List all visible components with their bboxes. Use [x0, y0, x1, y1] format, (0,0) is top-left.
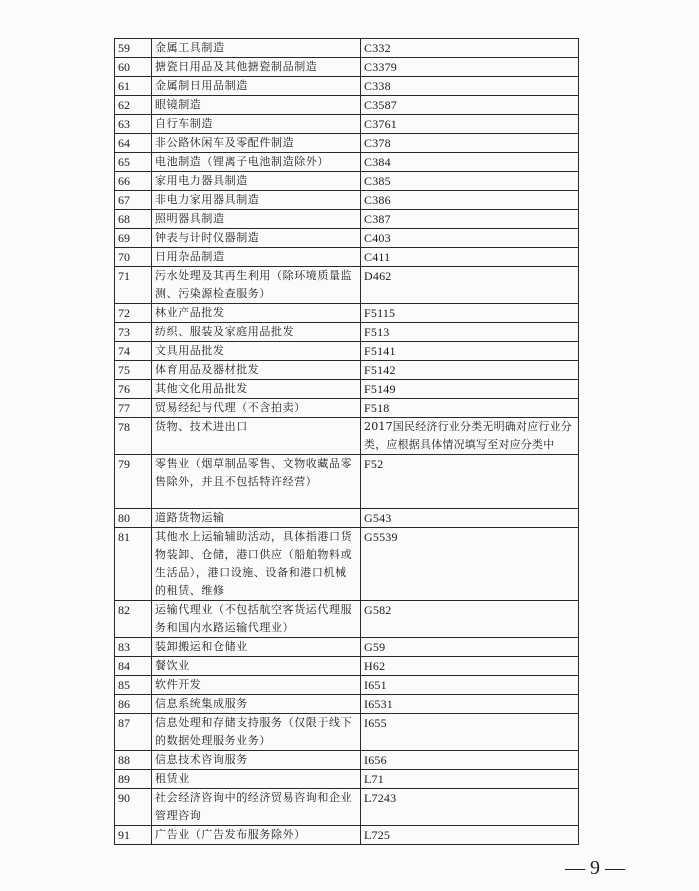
industry-code: F518 — [361, 399, 579, 418]
industry-name: 日用杂品制造 — [152, 248, 361, 267]
industry-name: 家用电力器具制造 — [152, 172, 361, 191]
industry-code: C403 — [361, 229, 579, 248]
industry-name: 污水处理及其再生利用（除环境质量监测、污染源检查服务） — [152, 267, 361, 304]
table-row — [115, 418, 579, 455]
industry-category-table — [114, 38, 579, 845]
industry-code: C3379 — [361, 58, 579, 77]
industry-code: C385 — [361, 172, 579, 191]
industry-name: 体育用品及器材批发 — [152, 361, 361, 380]
industry-code: I656 — [361, 751, 579, 770]
table-row — [115, 770, 579, 789]
table-row — [115, 96, 579, 115]
industry-code: G543 — [361, 509, 579, 528]
industry-code: F5149 — [361, 380, 579, 399]
industry-code: G5539 — [361, 528, 579, 601]
row-number: 78 — [115, 418, 152, 455]
row-number: 87 — [115, 714, 152, 751]
industry-code: F5115 — [361, 304, 579, 323]
industry-name: 纺织、服装及家庭用品批发 — [152, 323, 361, 342]
row-number: 80 — [115, 509, 152, 528]
row-number: 77 — [115, 399, 152, 418]
industry-name: 眼镜制造 — [152, 96, 361, 115]
industry-code: I6531 — [361, 695, 579, 714]
industry-code: F5142 — [361, 361, 579, 380]
industry-name: 信息系统集成服务 — [152, 695, 361, 714]
row-number: 81 — [115, 528, 152, 601]
row-number: 86 — [115, 695, 152, 714]
industry-code: C3761 — [361, 115, 579, 134]
row-number: 75 — [115, 361, 152, 380]
industry-name: 非公路休闲车及零配件制造 — [152, 134, 361, 153]
industry-code: D462 — [361, 267, 579, 304]
table-row — [115, 455, 579, 509]
table-row — [115, 826, 579, 845]
row-number: 74 — [115, 342, 152, 361]
row-number: 83 — [115, 638, 152, 657]
table-row — [115, 323, 579, 342]
industry-code: F5141 — [361, 342, 579, 361]
industry-name: 电池制造（锂离子电池制造除外） — [152, 153, 361, 172]
industry-code: C386 — [361, 191, 579, 210]
industry-name: 钟表与计时仪器制造 — [152, 229, 361, 248]
industry-name: 文具用品批发 — [152, 342, 361, 361]
industry-name: 社会经济咨询中的经济贸易咨询和企业管理咨询 — [152, 789, 361, 826]
table-row — [115, 115, 579, 134]
industry-name: 其他水上运输辅助活动，具体指港口货物装卸、仓储，港口供应（船舶物料或生活品），港口设施、设备和港口机械的租赁、维修 — [152, 528, 361, 601]
industry-name: 货物、技术进出口 — [152, 418, 361, 455]
row-number: 85 — [115, 676, 152, 695]
industry-name: 软件开发 — [152, 676, 361, 695]
table-row — [115, 509, 579, 528]
row-number: 84 — [115, 657, 152, 676]
table-row — [115, 657, 579, 676]
table-row — [115, 399, 579, 418]
table-row — [115, 361, 579, 380]
row-number: 59 — [115, 39, 152, 58]
industry-name: 林业产品批发 — [152, 304, 361, 323]
industry-code: C378 — [361, 134, 579, 153]
industry-code: C338 — [361, 77, 579, 96]
industry-name: 餐饮业 — [152, 657, 361, 676]
page-number: — 9 — — [565, 857, 625, 879]
industry-code: C3587 — [361, 96, 579, 115]
table-row — [115, 153, 579, 172]
table-row — [115, 380, 579, 399]
industry-code-note: 2017国民经济行业分类无明确对应行业分类，应根据具体情况填写至对应分类中 — [361, 418, 579, 455]
industry-name: 运输代理业（不包括航空客货运代理服务和国内水路运输代理业） — [152, 601, 361, 638]
industry-code: G582 — [361, 601, 579, 638]
industry-code: F52 — [361, 455, 579, 509]
industry-code: C411 — [361, 248, 579, 267]
table-row — [115, 229, 579, 248]
industry-code: L725 — [361, 826, 579, 845]
row-number: 90 — [115, 789, 152, 826]
row-number: 82 — [115, 601, 152, 638]
table-row — [115, 39, 579, 58]
industry-name: 自行车制造 — [152, 115, 361, 134]
industry-code: C332 — [361, 39, 579, 58]
industry-name: 信息技术咨询服务 — [152, 751, 361, 770]
industry-name: 金属制日用品制造 — [152, 77, 361, 96]
table-row — [115, 789, 579, 826]
industry-name: 道路货物运输 — [152, 509, 361, 528]
row-number: 68 — [115, 210, 152, 229]
table-body — [115, 39, 579, 845]
industry-code: L7243 — [361, 789, 579, 826]
industry-code: C387 — [361, 210, 579, 229]
table-row — [115, 638, 579, 657]
industry-code: I655 — [361, 714, 579, 751]
row-number: 62 — [115, 96, 152, 115]
industry-name: 广告业（广告发布服务除外） — [152, 826, 361, 845]
industry-name: 贸易经纪与代理（不含拍卖） — [152, 399, 361, 418]
table-row — [115, 695, 579, 714]
row-number: 60 — [115, 58, 152, 77]
row-number: 69 — [115, 229, 152, 248]
industry-code: I651 — [361, 676, 579, 695]
row-number: 71 — [115, 267, 152, 304]
row-number: 72 — [115, 304, 152, 323]
industry-code: F513 — [361, 323, 579, 342]
industry-name: 零售业（烟草制品零售、文物收藏品零售除外，并且不包括特许经营） — [152, 455, 361, 509]
row-number: 88 — [115, 751, 152, 770]
table-row — [115, 210, 579, 229]
table-row — [115, 58, 579, 77]
table-row — [115, 601, 579, 638]
row-number: 64 — [115, 134, 152, 153]
row-number: 76 — [115, 380, 152, 399]
industry-code: C384 — [361, 153, 579, 172]
row-number: 91 — [115, 826, 152, 845]
table-row — [115, 172, 579, 191]
industry-name: 照明器具制造 — [152, 210, 361, 229]
industry-name: 非电力家用器具制造 — [152, 191, 361, 210]
table-row — [115, 676, 579, 695]
row-number: 65 — [115, 153, 152, 172]
row-number: 89 — [115, 770, 152, 789]
row-number: 73 — [115, 323, 152, 342]
row-number: 79 — [115, 455, 152, 509]
table-row — [115, 248, 579, 267]
row-number: 61 — [115, 77, 152, 96]
industry-name: 装卸搬运和仓储业 — [152, 638, 361, 657]
row-number: 67 — [115, 191, 152, 210]
table-row — [115, 304, 579, 323]
table-row — [115, 342, 579, 361]
industry-name: 信息处理和存储支持服务（仅限于线下的数据处理服务业务） — [152, 714, 361, 751]
table-row — [115, 267, 579, 304]
table-row — [115, 134, 579, 153]
table-row — [115, 714, 579, 751]
industry-code: L71 — [361, 770, 579, 789]
industry-name: 租赁业 — [152, 770, 361, 789]
table-row — [115, 77, 579, 96]
row-number: 63 — [115, 115, 152, 134]
industry-code: G59 — [361, 638, 579, 657]
industry-name: 金属工具制造 — [152, 39, 361, 58]
industry-name: 搪瓷日用品及其他搪瓷制品制造 — [152, 58, 361, 77]
table-row — [115, 191, 579, 210]
row-number: 70 — [115, 248, 152, 267]
industry-code: H62 — [361, 657, 579, 676]
industry-name: 其他文化用品批发 — [152, 380, 361, 399]
table-row — [115, 751, 579, 770]
table-row — [115, 528, 579, 601]
row-number: 66 — [115, 172, 152, 191]
